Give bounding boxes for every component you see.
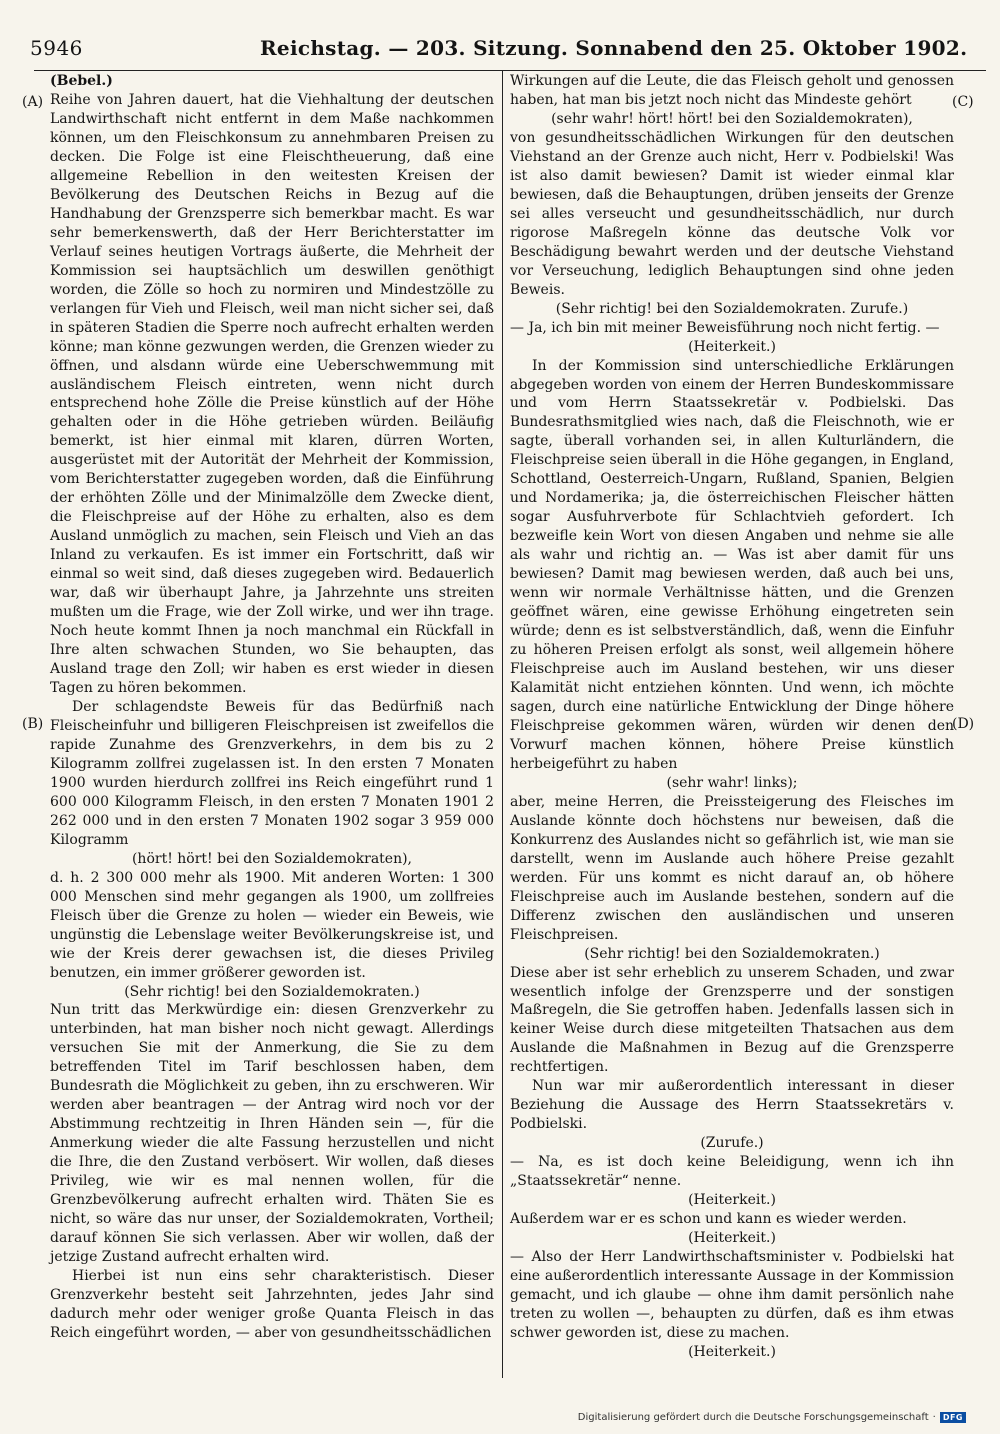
- interjection: (Sehr richtig! bei den Sozialdemokraten. Zurufe.): [555, 300, 909, 317]
- paragraph: Reihe von Jahren dauert, hat die Viehhaltung der deutschen Landwirthschaft nicht entfernt in dem Maße nachkommen können, um den Fleischkonsum zu annehmbaren Preisen zu decken. Die Folge ist eine Fleischtheuerung, daß eine allgemeine Rebellion in den weitesten Kreisen der Bevölkerung des Deutschen Reichs in Bezug auf die Handhabung der Grenzsperre sich bemerkbar macht. Es war sehr bemerkenswerth, daß der Herr Berichterstatter im Verlauf seines heutigen Vortrags äußerte, die Mehrheit der Kommission sei hauptsächlich um deswillen genöthigt worden, die Zölle so hoch zu normiren und Mindestzölle zu verlangen für Vieh und Fleisch, weil man nicht sicher sei, daß in späteren Stadien die Sperre noch aufrecht erhalten werden könne; man könne gezwungen werden, die Grenzen wieder zu öffnen, und alsdann würde eine Ueberschwemmung mit ausländischem Fleisch eintreten, wenn nicht durch entsprechend hohe Zölle die Preise künstlich auf der Höhe gehalten oder in die Höhe getrieben würden. Beiläufig bemerkt, ist hier einmal mit klaren, dürren Worten, ausgerüstet mit der Autorität der Mehrheit der Kommission, vom Berichterstatter zugegeben worden, daß die Einführung der erhöhten Zölle und der Minimalzölle dem Zwecke dient, die Fleischpreise auf der Höhe zu erhalten, also es dem Ausland unmöglich zu machen, sein Fleisch und Vieh an das Inland zu verkaufen. Es ist immer ein Fortschritt, daß wir einmal so weit sind, daß dieses zugegeben wird. Bedauerlich war, daß wir überhaupt Jahre, ja Jahrzehnte uns streiten mußten um die Frage, wie der Zoll wirke, und wer ihn trage. Noch heute kommt Ihnen ja noch manchmal ein Rückfall in Ihre alten schwachen Stunden, wo Sie behaupten, das Ausland trage den Zoll; wir haben es erst wieder in diesen Tagen zu hören bekommen.: [50, 91, 494, 696]
- interjection: (Sehr richtig! bei den Sozialdemokraten.): [584, 945, 880, 962]
- paragraph: Diese aber ist sehr erheblich zu unserem Schaden, und zwar wesentlich infolge der Grenzsperre und der sonstigen Maßregeln, die Sie getroffen haben. Jedenfalls lassen sich in keiner Weise durch diese mitgeteilten Thatsachen aus dem Auslande die Maßnahmen in Bezug auf die Grenzsperre rechtfertigen.: [510, 964, 954, 1076]
- paragraph: Nun war mir außerordentlich interessant in dieser Beziehung die Aussage des Herrn Staatssekretärs v. Podbielski.: [510, 1078, 954, 1133]
- paragraph: von gesundheitsschädlichen Wirkungen für den deutschen Viehstand an der Grenze auch nicht, Herr v. Podbielski! Was ist also damit bewiesen? Damit ist wieder einmal klar bewiesen, daß die Behauptungen, drüben jenseits der Grenze sei alles verseucht und gesundheitsschädlich, nur durch rigorose Maßregeln könne das deutsche Volk vor Beschädigung bewahrt werden und der deutsche Viehstand vor Verseuchung, lediglich Behauptungen sind ohne jeden Beweis.: [510, 129, 954, 298]
- interjection: (Heiterkeit.): [688, 1343, 776, 1360]
- paragraph: In der Kommission sind unterschiedliche Erklärungen abgegeben worden von einem der Herren Bundeskommissare und vom Herrn Staatssekretär v. Podbielski. Das Bundesrathsmitglied wies nach, daß die Fleischnoth, wie er sagte, überall vorhanden sei, in allen Kulturländern, die Fleischpreise seien überall in die Höhe gegangen, in England, Schottland, Oesterreich-Ungarn, Rußland, Spanien, Belgien und Nordamerika; ja, die österreichischen Fleischer hätten sogar Ausfuhrverbote für Schlachtvieh gefordert. Ich bezweifle kein Wort von diesen Angaben und nehme sie alle als wahr und richtig an. — Was ist aber damit für uns bewiesen? Damit mag bewiesen werden, daß auch bei uns, wenn wir normale Verhältnisse hätten, und die Grenzen geöffnet wären, eine gewisse Erhöhung eingetreten sein würde; denn es ist selbstverständlich, daß, wenn die Einfuhr zu höheren Preisen erfolgt als sonst, weil allgemein höhere Fleischpreise auch im Ausland bestehen, wir uns dieser Kalamität nicht entziehen könnten. Und wenn, ich möchte sagen, durch eine natürliche Entwicklung der Dinge höhere Fleischpreise gekommen wären, würden wir denen den Vorwurf machen können, höhere Preise künstlich herbeigeführt zu haben: [510, 357, 954, 772]
- paragraph: — Ja, ich bin mit meiner Beweisführung noch nicht fertig. —: [510, 319, 940, 336]
- margin-mark-d: (D): [952, 716, 975, 732]
- paragraph: Außerdem war er es schon und kann es wieder werden.: [510, 1211, 907, 1228]
- page-header: [24, 30, 968, 60]
- interjection: (Heiterkeit.): [688, 1192, 776, 1209]
- running-head: Reichstag. — 203. Sitzung. Sonnabend den 25. Oktober 1902.: [260, 36, 968, 60]
- speaker-label: (Bebel.): [50, 73, 113, 89]
- interjection: (hört! hört! bei den Sozialdemokraten),: [131, 850, 413, 867]
- footer-credit-text: Digitalisierung gefördert durch die Deutsche Forschungsgemeinschaft: [577, 1412, 929, 1423]
- interjection: (sehr wahr! hört! hört! bei den Sozialdemokraten),: [551, 110, 913, 127]
- paragraph: aber, meine Herren, die Preissteigerung des Fleisches im Auslande könnte doch höchstens nur beweisen, daß die Konkurrenz des Auslandes nicht so gefährlich ist, wie man sie darstellt, wenn im Auslande auch höhere Preise gezahlt werden. Für uns kommt es nicht darauf an, ob höhere Fleischpreise auch im Auslande bestehen, sondern auf die Differenz zwischen den ausländischen und unseren Fleischpreisen.: [510, 793, 954, 943]
- paragraph: Hierbei ist nun eins sehr charakteristisch. Dieser Grenzverkehr besteht seit Jahrzehnten, jedes Jahr sind dadurch mehr oder weniger große Quanta Fleisch in das Reich eingeführt worden, — aber von gesundheitsschädlichen: [50, 1268, 494, 1341]
- paragraph: d. h. 2 300 000 mehr als 1900. Mit anderen Worten: 1 300 000 Menschen sind mehr gegangen als 1900, um zollfreies Fleisch über die Grenze zu holen — wieder ein Beweis, wie ungünstig die Lebenslage weiter Bevölkerungskreise ist, und wie der Kreis derer gewachsen ist, die dieses Privileg benutzen, ein immer größerer geworden ist.: [50, 869, 494, 981]
- page-number: 5946: [30, 36, 83, 60]
- paragraph: — Also der Herr Landwirthschaftsminister v. Podbielski hat eine außerordentlich interessante Aussage in der Kommission gemacht, und ich glaube — ohne ihm damit persönlich nahe treten zu wollen —, behaupten zu dürfen, daß es ihm etwas schwer geworden ist, diese zu machen.: [510, 1249, 954, 1341]
- header-rule: [34, 70, 986, 71]
- margin-mark-a: (A): [22, 94, 44, 110]
- interjection: (sehr wahr! links);: [666, 774, 798, 791]
- column-divider: [502, 70, 503, 1378]
- left-column: [50, 72, 494, 1343]
- margin-mark-c: (C): [952, 94, 974, 110]
- paragraph: Nun tritt das Merkwürdige ein: diesen Grenzverkehr zu unterbinden, hat man bisher noch nicht gewagt. Allerdings versuchen Sie mit der Anmerkung, die Sie zu dem betreffenden Titel im Tarif beschlossen haben, dem Bundesrath die Möglichkeit zu geben, ihn zu erschweren. Wir werden aber beantragen — der Antrag wird noch vor der Abstimmung rechtzeitig in Ihren Händen sein —, für die Anmerkung wieder die alte Fassung herzustellen und nicht die Ihre, die den Zustand verbösert. Wir wollen, daß dieses Privileg, wie wir es mal nennen wollen, für die Grenzbevölkerung aufrecht erhalten wird. Thäten Sie es nicht, so wäre das nur unser, der Sozialdemokraten, Vortheil; darauf können Sie sich verlassen. Aber wir wollen, daß der jetzige Zustand aufrecht erhalten wird.: [50, 1002, 494, 1266]
- interjection: (Zurufe.): [700, 1135, 764, 1152]
- interjection: (Sehr richtig! bei den Sozialdemokraten.): [124, 983, 420, 1000]
- interjection: (Heiterkeit.): [688, 338, 776, 355]
- paragraph: Wirkungen auf die Leute, die das Fleisch geholt und genossen haben, hat man bis jetzt noch nicht das Mindeste gehört: [510, 73, 954, 108]
- footer-credit: Digitalisierung gefördert durch die Deutsche Forschungsgemeinschaft · DFG: [578, 1412, 966, 1423]
- right-column: [510, 72, 954, 1362]
- dfg-logo: DFG: [940, 1412, 966, 1423]
- interjection: (Heiterkeit.): [688, 1230, 776, 1247]
- margin-mark-b: (B): [22, 716, 44, 732]
- paragraph: Der schlagendste Beweis für das Bedürfniß nach Fleischeinfuhr und billigeren Fleischpreisen ist zweifellos die rapide Zunahme des Grenzverkehrs, in dem bis zu 2 Kilogramm zollfrei zugelassen ist. In den ersten 7 Monaten 1900 wurden hierdurch zollfrei ins Reich eingeführt rund 1 600 000 Kilogramm Fleisch, in den ersten 7 Monaten 1901 2 262 000 und in den ersten 7 Monaten 1902 sogar 3 959 000 Kilogramm: [50, 698, 494, 848]
- paragraph: — Na, es ist doch keine Beleidigung, wenn ich ihn „Staatssekretär“ nenne.: [510, 1154, 954, 1190]
